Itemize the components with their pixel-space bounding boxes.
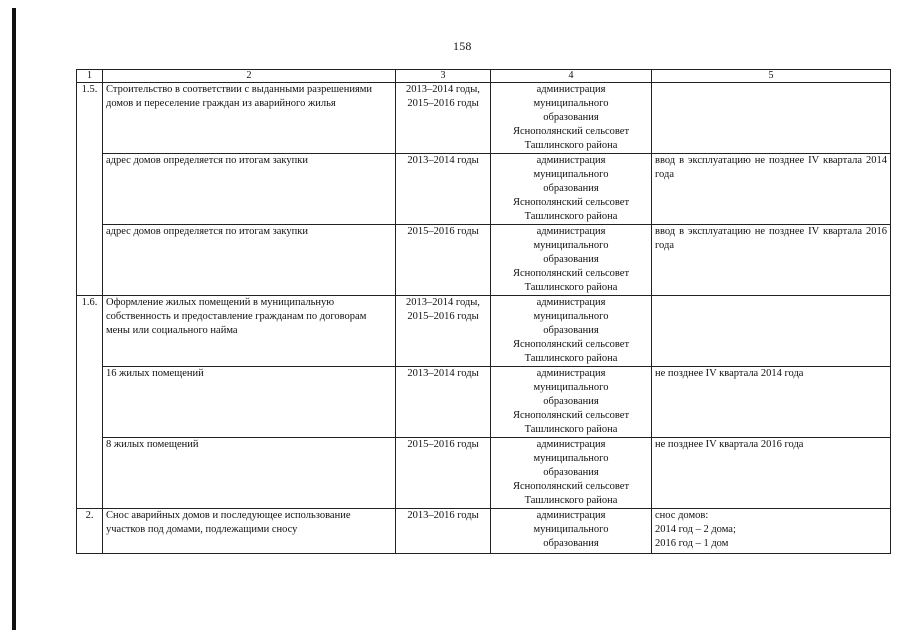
measure-name: 8 жилых помещений — [103, 438, 396, 509]
program-table — [76, 69, 891, 554]
executor-line: Ташлинского района — [524, 282, 618, 293]
measure-name: адрес домов определяется по итогам закупки — [103, 154, 396, 225]
executor-line: муниципального — [533, 169, 609, 180]
executor-line: Яснополянский сельсовет — [512, 339, 630, 350]
executor-line: Яснополянский сельсовет — [512, 410, 630, 421]
executor-line: Ташлинского района — [524, 211, 618, 222]
measure-result — [652, 296, 891, 367]
header-cell-5: 5 — [652, 70, 891, 83]
executor-line: муниципального — [533, 382, 609, 393]
table-row — [77, 438, 891, 509]
row-number — [77, 154, 103, 225]
measure-result: ввод в эксплуатацию не позднее IV квартала 2016 года — [652, 225, 891, 296]
result-line: снос домов: — [655, 510, 709, 521]
executor-line: муниципального — [533, 240, 609, 251]
measure-name: Снос аварийных домов и последующее использование участков под домами, подлежащими сносу — [103, 509, 396, 554]
header-cell-1: 1 — [77, 70, 103, 83]
measure-executor — [491, 296, 652, 367]
executor-line: администрация — [536, 510, 606, 521]
measure-result — [652, 509, 891, 554]
executor-line: образования — [543, 396, 599, 407]
table-row — [77, 509, 891, 554]
executor-line: Ташлинского района — [524, 353, 618, 364]
executor-line: администрация — [536, 226, 606, 237]
measure-name: 16 жилых помещений — [103, 367, 396, 438]
row-number: 2. — [77, 509, 103, 554]
header-cell-4: 4 — [491, 70, 652, 83]
executor-line: муниципального — [533, 453, 609, 464]
measure-term: 2013–2014 годы, 2015–2016 годы — [396, 296, 491, 367]
executor-line: Яснополянский сельсовет — [512, 197, 630, 208]
executor-line: Ташлинского района — [524, 140, 618, 151]
row-number: 1.5. — [77, 83, 103, 154]
measure-executor — [491, 438, 652, 509]
result-line: 2014 год – 2 дома; — [655, 524, 736, 535]
measure-term: 2013–2014 годы — [396, 367, 491, 438]
executor-line: муниципального — [533, 311, 609, 322]
measure-executor — [491, 154, 652, 225]
measure-term: 2015–2016 годы — [396, 438, 491, 509]
scan-edge-mark — [12, 8, 16, 630]
table-row — [77, 83, 891, 154]
executor-line: муниципального — [533, 524, 609, 535]
measure-result: не позднее IV квартала 2014 года — [652, 367, 891, 438]
executor-line: администрация — [536, 155, 606, 166]
measure-term: 2013–2016 годы — [396, 509, 491, 554]
executor-line: образования — [543, 254, 599, 265]
executor-line: администрация — [536, 439, 606, 450]
table-row — [77, 367, 891, 438]
result-line: 2016 год – 1 дом — [655, 538, 729, 549]
executor-line: Ташлинского района — [524, 495, 618, 506]
executor-line: Яснополянский сельсовет — [512, 126, 630, 137]
row-number — [77, 367, 103, 438]
executor-line: образования — [543, 112, 599, 123]
page-number: 158 — [453, 39, 472, 53]
executor-line: администрация — [536, 297, 606, 308]
executor-line: Ташлинского района — [524, 424, 618, 435]
header-cell-2: 2 — [103, 70, 396, 83]
measure-executor — [491, 225, 652, 296]
executor-line: администрация — [536, 84, 606, 95]
measure-name: Оформление жилых помещений в муниципальную собственность и предоставление гражданам по договорам мены или социального найма — [103, 296, 396, 367]
row-number: 1.6. — [77, 296, 103, 367]
executor-line: администрация — [536, 368, 606, 379]
header-cell-3: 3 — [396, 70, 491, 83]
executor-line: образования — [543, 538, 599, 549]
executor-line: Яснополянский сельсовет — [512, 481, 630, 492]
executor-line: образования — [543, 183, 599, 194]
measure-name: адрес домов определяется по итогам закупки — [103, 225, 396, 296]
executor-line: образования — [543, 467, 599, 478]
measure-term: 2015–2016 годы — [396, 225, 491, 296]
measure-executor — [491, 367, 652, 438]
table-header-row — [77, 70, 891, 83]
executor-line: Яснополянский сельсовет — [512, 268, 630, 279]
row-number — [77, 225, 103, 296]
measure-result — [652, 83, 891, 154]
executor-line: образования — [543, 325, 599, 336]
measure-result: не позднее IV квартала 2016 года — [652, 438, 891, 509]
measure-term: 2013–2014 годы — [396, 154, 491, 225]
measure-executor — [491, 509, 652, 554]
table-row — [77, 296, 891, 367]
table-row — [77, 154, 891, 225]
measure-term: 2013–2014 годы, 2015–2016 годы — [396, 83, 491, 154]
executor-line: муниципального — [533, 98, 609, 109]
measure-executor — [491, 83, 652, 154]
measure-name: Строительство в соответствии с выданными разрешениями домов и переселение граждан из аварийного жилья — [103, 83, 396, 154]
measure-result: ввод в эксплуатацию не позднее IV квартала 2014 года — [652, 154, 891, 225]
table-row — [77, 225, 891, 296]
row-number — [77, 438, 103, 509]
